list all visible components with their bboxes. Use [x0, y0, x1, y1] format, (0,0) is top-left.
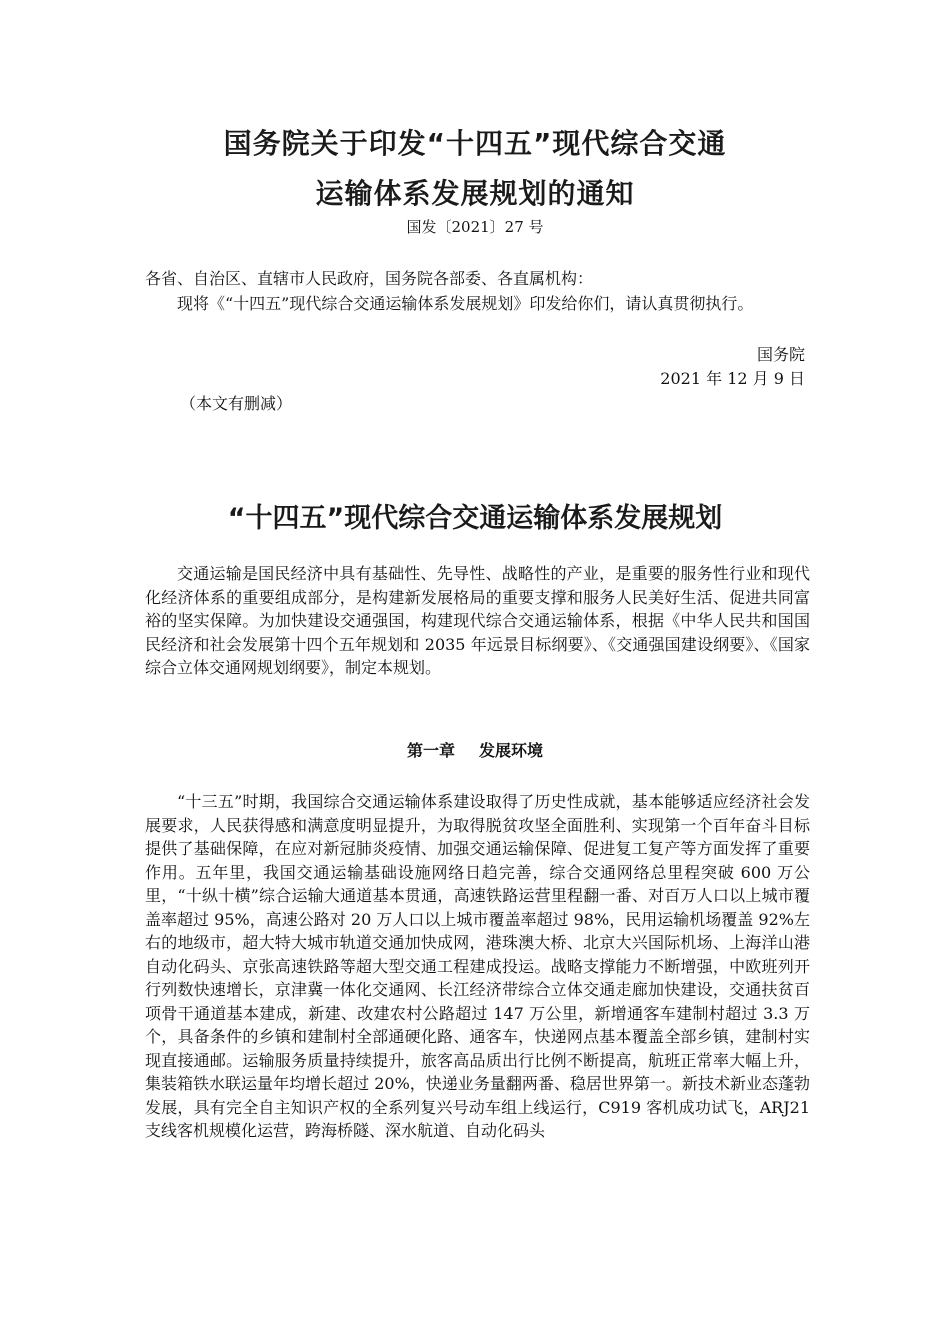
- chapter-heading: [0, 738, 950, 761]
- salutation: 各省、自治区、直辖市人民政府，国务院各部委、各直属机构：: [145, 269, 594, 288]
- chapter-title: 发展环境: [479, 741, 544, 760]
- notice-title-line1: 国务院关于印发“十四五”现代综合交通: [223, 127, 727, 160]
- plan-intro-paragraph: 交通运输是国民经济中具有基础性、先导性、战略性的产业，是重要的服务性行业和现代化经济体系的重要组成部分，是构建新发展格局的重要支撑和服务人民美好生活、促进共同富裕的坚实保障。为加快建设交通强国，构建现代综合交通运输体系，根据《中华人民共和国国民经济和社会发展第十四个五年规划和 2035 年远景目标纲要》、《交通强国建设纲要》、《国家综合立体交通网规划纲要》，制定本规划。: [145, 564, 810, 677]
- notice-body: 现将《“十四五”现代综合交通运输体系发展规划》印发给你们，请认真贯彻执行。: [177, 294, 754, 313]
- notice-title-line2: 运输体系发展规划的通知: [315, 177, 635, 210]
- issue-date: 2021 年 12 月 9 日: [660, 369, 805, 388]
- issuer-signature: 国务院: [756, 345, 805, 364]
- chapter-number: 第一章: [406, 741, 455, 760]
- abridged-note: （本文有删减）: [180, 394, 293, 413]
- chapter-body-paragraph: “十三五”时期，我国综合交通运输体系建设取得了历史性成就，基本能够适应经济社会发展要求，人民获得感和满意度明显提升，为取得脱贫攻坚全面胜利、实现第一个百年奋斗目标提供了基础保障，在应对新冠肺炎疫情、加强交通运输保障、促进复工复产等方面发挥了重要作用。五年里，我国交通运输基础设施网络日趋完善，综合交通网络总里程突破 600 万公里，“十纵十横”综合运输大通道基本贯通，高速铁路运营里程翻一番、对百万人口以上城市覆盖率超过 95%，高速公路对 20 万人口以上城市覆盖率超过 98%，民用运输机场覆盖 92%左右的地级市，超大特大城市轨道交通加快成网，港珠澳大桥、北京大兴国际机场、上海洋山港自动化码头、京张高速铁路等超大型交通工程建成投运。战略支撑能力不断增强，中欧班列开行列数快速增长，京津冀一体化交通网、长江经济带综合立体交通走廊加快建设，交通扶贫百项骨干通道基本建成，新建、改建农村公路超过 147 万公里，新增通客车建制村超过 3.3 万个，具备条件的乡镇和建制村全部通硬化路、通客车，快递网点基本覆盖全部乡镇，建制村实现直接通邮。运输服务质量持续提升，旅客高品质出行比例不断提高，航班正常率大幅上升，集装箱铁水联运量年均增长超过 20%，快递业务量翻两番、稳居世界第一。新技术新业态蓬勃发展，具有完全自主知识产权的全系列复兴号动车组上线运行，C919 客机成功试飞，ARJ21 支线客机规模化运营，跨海桥隧、深水航道、自动化码头: [145, 792, 810, 1140]
- plan-title: “十四五”现代综合交通运输体系发展规划: [227, 503, 723, 534]
- document-number: 国发〔2021〕27 号: [406, 218, 544, 236]
